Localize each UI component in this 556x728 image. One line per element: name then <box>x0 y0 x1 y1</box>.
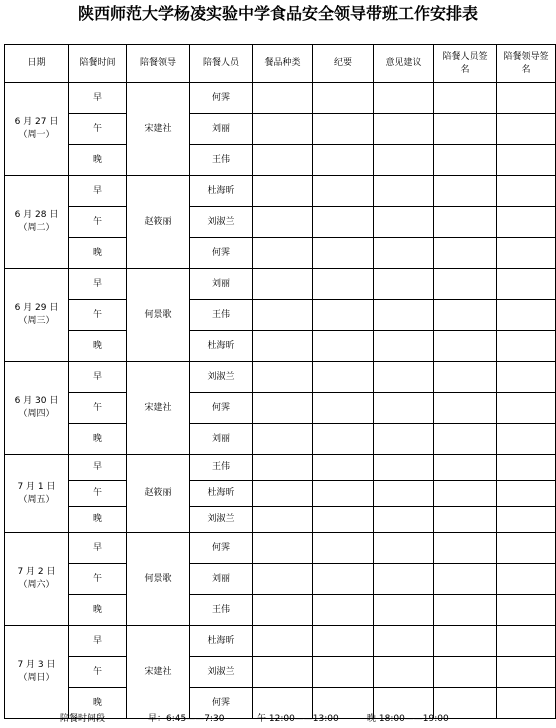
staff-signature-cell[interactable] <box>434 393 497 424</box>
date-cell <box>5 626 69 719</box>
staff-signature-cell[interactable] <box>434 300 497 331</box>
table-row <box>5 507 556 533</box>
table-row <box>5 238 556 269</box>
notes-cell[interactable] <box>313 393 374 424</box>
staff-cell: 何霁 <box>190 533 253 564</box>
staff-signature-cell[interactable] <box>434 424 497 455</box>
staff-signature-cell[interactable] <box>434 481 497 507</box>
meal-time-cell: 午 <box>69 564 127 595</box>
suggestions-cell[interactable] <box>374 207 434 238</box>
leader-signature-cell[interactable] <box>497 507 556 533</box>
meal-time-cell: 早 <box>69 626 127 657</box>
notes-cell[interactable] <box>313 145 374 176</box>
meal-time-cell: 早 <box>69 83 127 114</box>
notes-cell[interactable] <box>313 238 374 269</box>
leader-cell: 赵筱丽 <box>127 176 190 269</box>
meal-time-cell: 早 <box>69 362 127 393</box>
staff-cell: 王伟 <box>190 455 253 481</box>
suggestions-cell[interactable] <box>374 626 434 657</box>
leader-signature-cell[interactable] <box>497 595 556 626</box>
table-row <box>5 533 556 564</box>
table-row <box>5 145 556 176</box>
staff-cell: 杜海昕 <box>190 176 253 207</box>
weekday-label: （周二） <box>18 223 55 233</box>
date-cell <box>5 176 69 269</box>
staff-cell: 刘淑兰 <box>190 207 253 238</box>
staff-cell: 王伟 <box>190 595 253 626</box>
table-row <box>5 83 556 114</box>
suggestions-cell[interactable] <box>374 83 434 114</box>
notes-cell[interactable] <box>313 657 374 688</box>
meal-type-cell[interactable] <box>253 507 313 533</box>
meal-time-cell: 午 <box>69 481 127 507</box>
weekday-label: （周五） <box>18 494 55 505</box>
meal-time-cell: 晚 <box>69 424 127 455</box>
staff-signature-cell[interactable] <box>434 83 497 114</box>
leader-cell: 何景歌 <box>127 269 190 362</box>
leader-signature-cell[interactable] <box>497 176 556 207</box>
header-row <box>5 45 556 83</box>
leader-cell: 赵筱丽 <box>127 455 190 533</box>
suggestions-cell[interactable] <box>374 481 434 507</box>
meal-time-cell: 晚 <box>69 595 127 626</box>
meal-time-cell: 午 <box>69 114 127 145</box>
date-label: 6 月 27 日 <box>14 117 59 127</box>
meal-type-cell[interactable] <box>253 455 313 481</box>
header-date: 日期 <box>5 45 69 83</box>
meal-type-cell[interactable] <box>253 114 313 145</box>
staff-cell: 杜海昕 <box>190 331 253 362</box>
date-cell <box>5 455 69 533</box>
leader-cell: 何景歌 <box>127 533 190 626</box>
staff-cell: 何霁 <box>190 238 253 269</box>
header-meal-time: 陪餐时间 <box>69 45 127 83</box>
footer-breakfast-time: 早：6:45——7:30 <box>148 714 225 724</box>
meal-type-cell[interactable] <box>253 362 313 393</box>
staff-cell: 何霁 <box>190 688 253 719</box>
meal-time-cell: 午 <box>69 657 127 688</box>
suggestions-cell[interactable] <box>374 269 434 300</box>
weekday-label: （周四） <box>18 409 55 419</box>
leader-signature-cell[interactable] <box>497 564 556 595</box>
staff-signature-cell[interactable] <box>434 507 497 533</box>
meal-type-cell[interactable] <box>253 481 313 507</box>
table-row <box>5 455 556 481</box>
staff-signature-cell[interactable] <box>434 362 497 393</box>
meal-type-cell[interactable] <box>253 626 313 657</box>
suggestions-cell[interactable] <box>374 114 434 145</box>
staff-signature-cell[interactable] <box>434 533 497 564</box>
table-row <box>5 564 556 595</box>
meal-type-cell[interactable] <box>253 533 313 564</box>
staff-cell: 杜海昕 <box>190 481 253 507</box>
table-row <box>5 595 556 626</box>
table-row <box>5 626 556 657</box>
suggestions-cell[interactable] <box>374 595 434 626</box>
meal-time-cell: 晚 <box>69 145 127 176</box>
staff-signature-cell[interactable] <box>434 657 497 688</box>
weekday-label: （周一） <box>18 130 55 140</box>
leader-cell: 宋建社 <box>127 626 190 719</box>
table-row <box>5 393 556 424</box>
leader-signature-cell[interactable] <box>497 533 556 564</box>
header-leader-signature: 陪餐领导签名 <box>497 45 556 83</box>
weekday-label: （周日） <box>18 673 55 683</box>
notes-cell[interactable] <box>313 114 374 145</box>
meal-type-cell[interactable] <box>253 176 313 207</box>
notes-cell[interactable] <box>313 362 374 393</box>
date-cell <box>5 533 69 626</box>
notes-cell[interactable] <box>313 481 374 507</box>
table-row <box>5 481 556 507</box>
staff-signature-cell[interactable] <box>434 626 497 657</box>
staff-signature-cell[interactable] <box>434 564 497 595</box>
leader-signature-cell[interactable] <box>497 657 556 688</box>
suggestions-cell[interactable] <box>374 424 434 455</box>
notes-cell[interactable] <box>313 626 374 657</box>
date-cell <box>5 362 69 455</box>
leader-signature-cell[interactable] <box>497 114 556 145</box>
meal-time-cell: 早 <box>69 533 127 564</box>
meal-type-cell[interactable] <box>253 331 313 362</box>
footer-label: 陪餐时间段 <box>60 714 106 724</box>
notes-cell[interactable] <box>313 300 374 331</box>
notes-cell[interactable] <box>313 176 374 207</box>
table-row <box>5 269 556 300</box>
date-label: 6 月 29 日 <box>14 303 59 313</box>
leader-signature-cell[interactable] <box>497 481 556 507</box>
date-cell <box>5 269 69 362</box>
staff-cell: 刘淑兰 <box>190 362 253 393</box>
date-label: 7 月 2 日 <box>17 567 56 577</box>
notes-cell[interactable] <box>313 595 374 626</box>
date-cell <box>5 83 69 176</box>
table-row <box>5 362 556 393</box>
leader-signature-cell[interactable] <box>497 83 556 114</box>
meal-type-cell[interactable] <box>253 657 313 688</box>
staff-signature-cell[interactable] <box>434 455 497 481</box>
meal-time-cell: 晚 <box>69 238 127 269</box>
meal-time-cell: 午 <box>69 207 127 238</box>
suggestions-cell[interactable] <box>374 238 434 269</box>
date-label: 6 月 28 日 <box>14 210 59 220</box>
meal-time-cell: 早 <box>69 455 127 481</box>
table-row <box>5 207 556 238</box>
table-row <box>5 300 556 331</box>
meal-time-cell: 晚 <box>69 331 127 362</box>
suggestions-cell[interactable] <box>374 533 434 564</box>
leader-signature-cell[interactable] <box>497 269 556 300</box>
date-label: 7 月 1 日 <box>17 481 56 492</box>
notes-cell[interactable] <box>313 424 374 455</box>
meal-type-cell[interactable] <box>253 300 313 331</box>
meal-type-cell[interactable] <box>253 595 313 626</box>
leader-signature-cell[interactable] <box>497 145 556 176</box>
meal-type-cell[interactable] <box>253 83 313 114</box>
staff-signature-cell[interactable] <box>434 145 497 176</box>
staff-cell: 王伟 <box>190 145 253 176</box>
suggestions-cell[interactable] <box>374 507 434 533</box>
schedule-table <box>4 44 556 719</box>
meal-type-cell[interactable] <box>253 564 313 595</box>
meal-time-cell: 午 <box>69 300 127 331</box>
table-row <box>5 176 556 207</box>
notes-cell[interactable] <box>313 533 374 564</box>
leader-signature-cell[interactable] <box>497 331 556 362</box>
leader-signature-cell[interactable] <box>497 300 556 331</box>
header-staff: 陪餐人员 <box>190 45 253 83</box>
footer-dinner-time: 晚 18:00——19:00 <box>367 714 449 724</box>
staff-cell: 刘丽 <box>190 269 253 300</box>
suggestions-cell[interactable] <box>374 176 434 207</box>
meal-type-cell[interactable] <box>253 238 313 269</box>
notes-cell[interactable] <box>313 564 374 595</box>
header-notes: 纪要 <box>313 45 374 83</box>
notes-cell[interactable] <box>313 331 374 362</box>
meal-time-cell: 晚 <box>69 507 127 533</box>
staff-cell: 刘丽 <box>190 564 253 595</box>
suggestions-cell[interactable] <box>374 564 434 595</box>
notes-cell[interactable] <box>313 83 374 114</box>
staff-cell: 何霁 <box>190 393 253 424</box>
meal-time-cell: 早 <box>69 269 127 300</box>
weekday-label: （周六） <box>18 580 55 590</box>
header-leader: 陪餐领导 <box>127 45 190 83</box>
meal-type-cell[interactable] <box>253 424 313 455</box>
meal-type-cell[interactable] <box>253 145 313 176</box>
staff-signature-cell[interactable] <box>434 114 497 145</box>
staff-cell: 刘淑兰 <box>190 657 253 688</box>
leader-signature-cell[interactable] <box>497 424 556 455</box>
leader-cell: 宋建社 <box>127 362 190 455</box>
suggestions-cell[interactable] <box>374 362 434 393</box>
date-label: 7 月 3 日 <box>17 660 56 670</box>
suggestions-cell[interactable] <box>374 455 434 481</box>
staff-signature-cell[interactable] <box>434 331 497 362</box>
header-meal-type: 餐品种类 <box>253 45 313 83</box>
staff-cell: 刘丽 <box>190 114 253 145</box>
meal-time-cell: 午 <box>69 393 127 424</box>
footer-lunch-time: 午 12:00——13:00 <box>257 714 339 724</box>
table-row <box>5 114 556 145</box>
meal-type-cell[interactable] <box>253 207 313 238</box>
notes-cell[interactable] <box>313 455 374 481</box>
date-label: 6 月 30 日 <box>14 396 59 406</box>
suggestions-cell[interactable] <box>374 393 434 424</box>
staff-cell: 王伟 <box>190 300 253 331</box>
notes-cell[interactable] <box>313 507 374 533</box>
leader-signature-cell[interactable] <box>497 238 556 269</box>
suggestions-cell[interactable] <box>374 657 434 688</box>
staff-signature-cell[interactable] <box>434 269 497 300</box>
staff-cell: 刘淑兰 <box>190 507 253 533</box>
staff-cell: 刘丽 <box>190 424 253 455</box>
leader-signature-cell[interactable] <box>497 393 556 424</box>
staff-cell: 何霁 <box>190 83 253 114</box>
page-title: 陕西师范大学杨凌实验中学食品安全领导带班工作安排表 <box>77 4 478 23</box>
suggestions-cell[interactable] <box>374 300 434 331</box>
notes-cell[interactable] <box>313 269 374 300</box>
staff-signature-cell[interactable] <box>434 595 497 626</box>
leader-signature-cell[interactable] <box>497 362 556 393</box>
notes-cell[interactable] <box>313 207 374 238</box>
weekday-label: （周三） <box>18 316 55 326</box>
suggestions-cell[interactable] <box>374 145 434 176</box>
meal-type-cell[interactable] <box>253 393 313 424</box>
staff-signature-cell[interactable] <box>434 238 497 269</box>
header-staff-signature: 陪餐人员签名 <box>434 45 497 83</box>
staff-signature-cell[interactable] <box>434 207 497 238</box>
meal-type-cell[interactable] <box>253 269 313 300</box>
table-row <box>5 424 556 455</box>
header-suggestions: 意见建议 <box>374 45 434 83</box>
meal-time-footer <box>0 711 556 727</box>
leader-cell: 宋建社 <box>127 83 190 176</box>
staff-signature-cell[interactable] <box>434 176 497 207</box>
table-row <box>5 331 556 362</box>
suggestions-cell[interactable] <box>374 331 434 362</box>
leader-signature-cell[interactable] <box>497 626 556 657</box>
table-row <box>5 657 556 688</box>
staff-cell: 杜海昕 <box>190 626 253 657</box>
leader-signature-cell[interactable] <box>497 455 556 481</box>
meal-time-cell: 早 <box>69 176 127 207</box>
meal-time-cell: 晚 <box>69 688 127 719</box>
leader-signature-cell[interactable] <box>497 207 556 238</box>
